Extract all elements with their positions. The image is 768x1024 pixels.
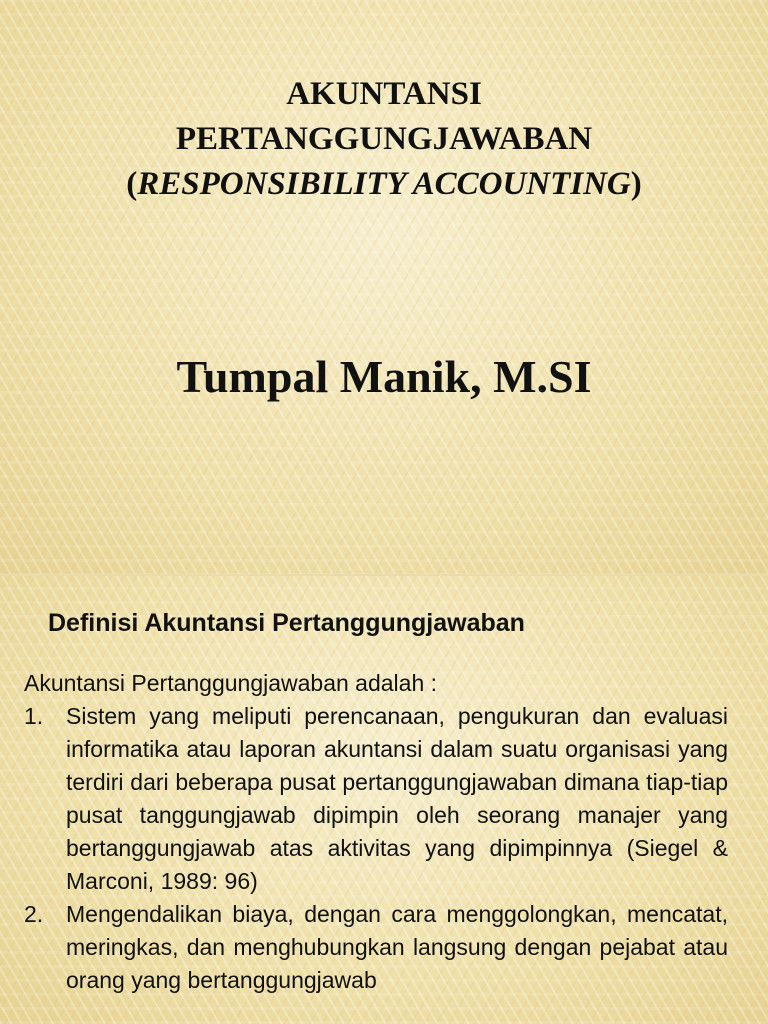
list-item bbox=[24, 898, 728, 997]
title-line-2: PERTANGGUNGJAWABAN bbox=[175, 121, 593, 157]
slide-heading: Definisi Akuntansi Pertanggungjawaban bbox=[48, 609, 525, 637]
definition-list bbox=[24, 700, 728, 997]
title-english: RESPONSIBILITY ACCOUNTING bbox=[137, 166, 631, 202]
list-item-number: 1. bbox=[24, 703, 44, 729]
title-line-1: AKUNTANSI bbox=[286, 76, 482, 112]
title-paren-close: ) bbox=[630, 166, 642, 202]
slide-body bbox=[24, 667, 728, 997]
list-item-text: Sistem yang meliputi perencanaan, pengukuran dan evaluasi informatika atau laporan akuntansi dalam suatu organisasi yang terdiri dari beberapa pusat pertanggungjawaban dimana tiap-tiap pusat tanggungjawab dipimpin oleh seorang manajer yang bertanggungjawab atas aktivitas yang dipimpinnya (Siegel & Marconi, 1989: 96) bbox=[66, 703, 728, 894]
list-item-number: 2. bbox=[24, 901, 44, 927]
slide-title bbox=[0, 72, 768, 207]
author-name: Tumpal Manik, M.SI bbox=[176, 351, 592, 402]
intro-text: Akuntansi Pertanggungjawaban adalah : bbox=[24, 670, 438, 696]
list-item bbox=[24, 700, 728, 898]
title-line-3 bbox=[0, 162, 768, 207]
definition-slide bbox=[0, 576, 768, 1024]
list-item-text: Mengendalikan biaya, dengan cara menggolongkan, mencatat, meringkas, dan menghubungkan langsung dengan pejabat atau orang yang bertanggungjawab bbox=[66, 901, 728, 993]
title-paren-open: ( bbox=[126, 166, 138, 202]
